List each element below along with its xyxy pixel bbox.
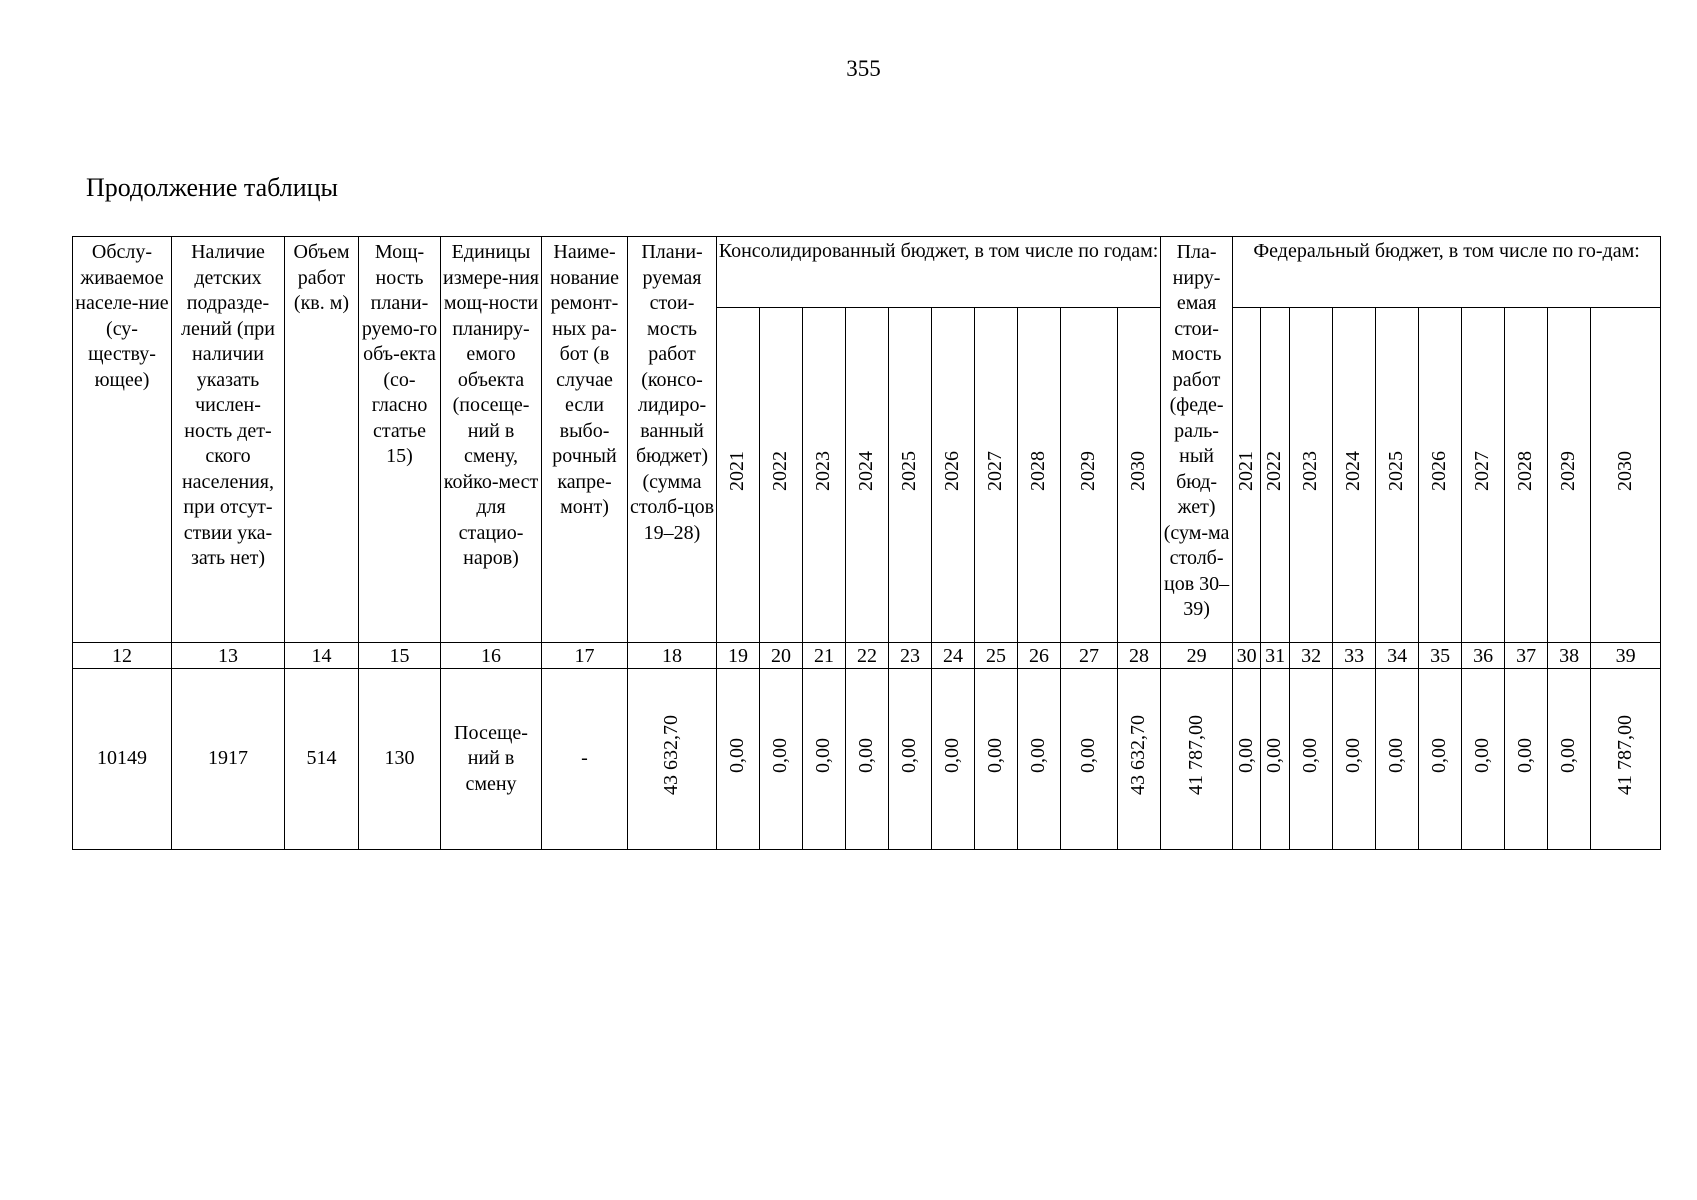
column-number: 31 bbox=[1261, 643, 1290, 669]
federal-value-cell: 0,00 bbox=[1505, 669, 1548, 850]
column-number: 16 bbox=[441, 643, 542, 669]
federal-value-cell: 0,00 bbox=[1233, 669, 1261, 850]
federal-year-header: 2027 bbox=[1462, 308, 1505, 643]
consolidated-value-cell: 0,00 bbox=[975, 669, 1018, 850]
consolidated-value-cell: 0,00 bbox=[932, 669, 975, 850]
consolidated-value-cell: 0,00 bbox=[717, 669, 760, 850]
federal-value-cell: 0,00 bbox=[1290, 669, 1333, 850]
column-number: 29 bbox=[1161, 643, 1233, 669]
header-work-name: Наиме-нование ремонт-ных ра-бот (в случае если выбо-рочный капре-монт) bbox=[542, 237, 628, 643]
planned-cost-consolidated-cell: 43 632,70 bbox=[628, 669, 717, 850]
federal-year-header: 2023 bbox=[1290, 308, 1333, 643]
work-name-cell: - bbox=[542, 669, 628, 850]
federal-year-header: 2029 bbox=[1548, 308, 1591, 643]
federal-value-cell: 0,00 bbox=[1419, 669, 1462, 850]
column-number: 30 bbox=[1233, 643, 1261, 669]
column-number: 23 bbox=[889, 643, 932, 669]
column-number-row bbox=[73, 643, 1661, 669]
column-number: 37 bbox=[1505, 643, 1548, 669]
header-capacity: Мощ-ность плани-руемо-го объ-екта (со-гласно статье 15) bbox=[359, 237, 441, 643]
column-number: 12 bbox=[73, 643, 172, 669]
column-number: 18 bbox=[628, 643, 717, 669]
column-number: 13 bbox=[172, 643, 285, 669]
federal-year-header: 2021 bbox=[1233, 308, 1261, 643]
capacity-units-cell: Посеще-ний в смену bbox=[441, 669, 542, 850]
federal-value-cell: 0,00 bbox=[1548, 669, 1591, 850]
federal-year-header: 2026 bbox=[1419, 308, 1462, 643]
consolidated-year-header: 2025 bbox=[889, 308, 932, 643]
column-number: 32 bbox=[1290, 643, 1333, 669]
consolidated-year-header: 2021 bbox=[717, 308, 760, 643]
header-child-units: Наличие детских подразде-лений (при наличии указать числен-ность дет-ского населения, при отсут-ствии ука-зать нет) bbox=[172, 237, 285, 643]
planned-cost-federal-cell: 41 787,00 bbox=[1161, 669, 1233, 850]
column-number: 36 bbox=[1462, 643, 1505, 669]
header-work-volume: Объем работ (кв. м) bbox=[285, 237, 359, 643]
table-row bbox=[73, 669, 1661, 850]
column-number: 22 bbox=[846, 643, 889, 669]
column-number: 27 bbox=[1061, 643, 1118, 669]
header-planned-cost-federal: Пла-ниру-емая стои-мость работ (феде-раль-ный бюд-жет) (сум-ма столб-цов 30–39) bbox=[1161, 237, 1233, 643]
column-number: 21 bbox=[803, 643, 846, 669]
consolidated-year-header: 2027 bbox=[975, 308, 1018, 643]
consolidated-value-cell: 0,00 bbox=[846, 669, 889, 850]
consolidated-year-header: 2024 bbox=[846, 308, 889, 643]
federal-year-header: 2030 bbox=[1591, 308, 1661, 643]
child-units-cell: 1917 bbox=[172, 669, 285, 850]
column-number: 35 bbox=[1419, 643, 1462, 669]
header-capacity-units: Единицы измере-ния мощ-ности планиру-емого объекта (посеще-ний в смену, койко-мест для стацио-наров) bbox=[441, 237, 542, 643]
header-served-population: Обслу-живаемое населе-ние (су-ществу-ющее) bbox=[73, 237, 172, 643]
capacity-cell: 130 bbox=[359, 669, 441, 850]
column-number: 28 bbox=[1118, 643, 1161, 669]
work-volume-cell: 514 bbox=[285, 669, 359, 850]
page-number: 355 bbox=[846, 56, 881, 81]
consolidated-year-header: 2028 bbox=[1018, 308, 1061, 643]
column-number: 17 bbox=[542, 643, 628, 669]
column-number: 34 bbox=[1376, 643, 1419, 669]
column-number: 39 bbox=[1591, 643, 1661, 669]
budget-table bbox=[72, 236, 1661, 850]
table-caption: Продолжение таблицы bbox=[86, 173, 338, 202]
served-population-cell: 10149 bbox=[73, 669, 172, 850]
consolidated-year-header: 2029 bbox=[1061, 308, 1118, 643]
consolidated-value-cell: 0,00 bbox=[1061, 669, 1118, 850]
federal-year-header: 2025 bbox=[1376, 308, 1419, 643]
column-number: 24 bbox=[932, 643, 975, 669]
consolidated-value-cell: 0,00 bbox=[803, 669, 846, 850]
column-number: 26 bbox=[1018, 643, 1061, 669]
header-consolidated-budget: Консолидированный бюджет, в том числе по годам: bbox=[717, 237, 1161, 308]
consolidated-year-header: 2026 bbox=[932, 308, 975, 643]
consolidated-year-header: 2022 bbox=[760, 308, 803, 643]
consolidated-value-cell: 0,00 bbox=[1018, 669, 1061, 850]
federal-year-header: 2028 bbox=[1505, 308, 1548, 643]
column-number: 20 bbox=[760, 643, 803, 669]
column-number: 33 bbox=[1333, 643, 1376, 669]
header-planned-cost-consolidated: Плани-руемая стои-мость работ (консо-лидиро-ванный бюджет) (сумма столб-цов 19–28) bbox=[628, 237, 717, 643]
federal-year-header: 2024 bbox=[1333, 308, 1376, 643]
column-number: 25 bbox=[975, 643, 1018, 669]
column-number: 19 bbox=[717, 643, 760, 669]
header-federal-budget: Федеральный бюджет, в том числе по го-дам: bbox=[1233, 237, 1661, 308]
federal-year-header: 2022 bbox=[1261, 308, 1290, 643]
consolidated-value-cell: 0,00 bbox=[760, 669, 803, 850]
federal-value-cell: 0,00 bbox=[1462, 669, 1505, 850]
column-number: 15 bbox=[359, 643, 441, 669]
column-number: 14 bbox=[285, 643, 359, 669]
consolidated-value-cell: 43 632,70 bbox=[1118, 669, 1161, 850]
federal-value-cell: 0,00 bbox=[1333, 669, 1376, 850]
federal-value-cell: 41 787,00 bbox=[1591, 669, 1661, 850]
consolidated-year-header: 2030 bbox=[1118, 308, 1161, 643]
federal-value-cell: 0,00 bbox=[1376, 669, 1419, 850]
consolidated-value-cell: 0,00 bbox=[889, 669, 932, 850]
column-number: 38 bbox=[1548, 643, 1591, 669]
federal-value-cell: 0,00 bbox=[1261, 669, 1290, 850]
consolidated-year-header: 2023 bbox=[803, 308, 846, 643]
